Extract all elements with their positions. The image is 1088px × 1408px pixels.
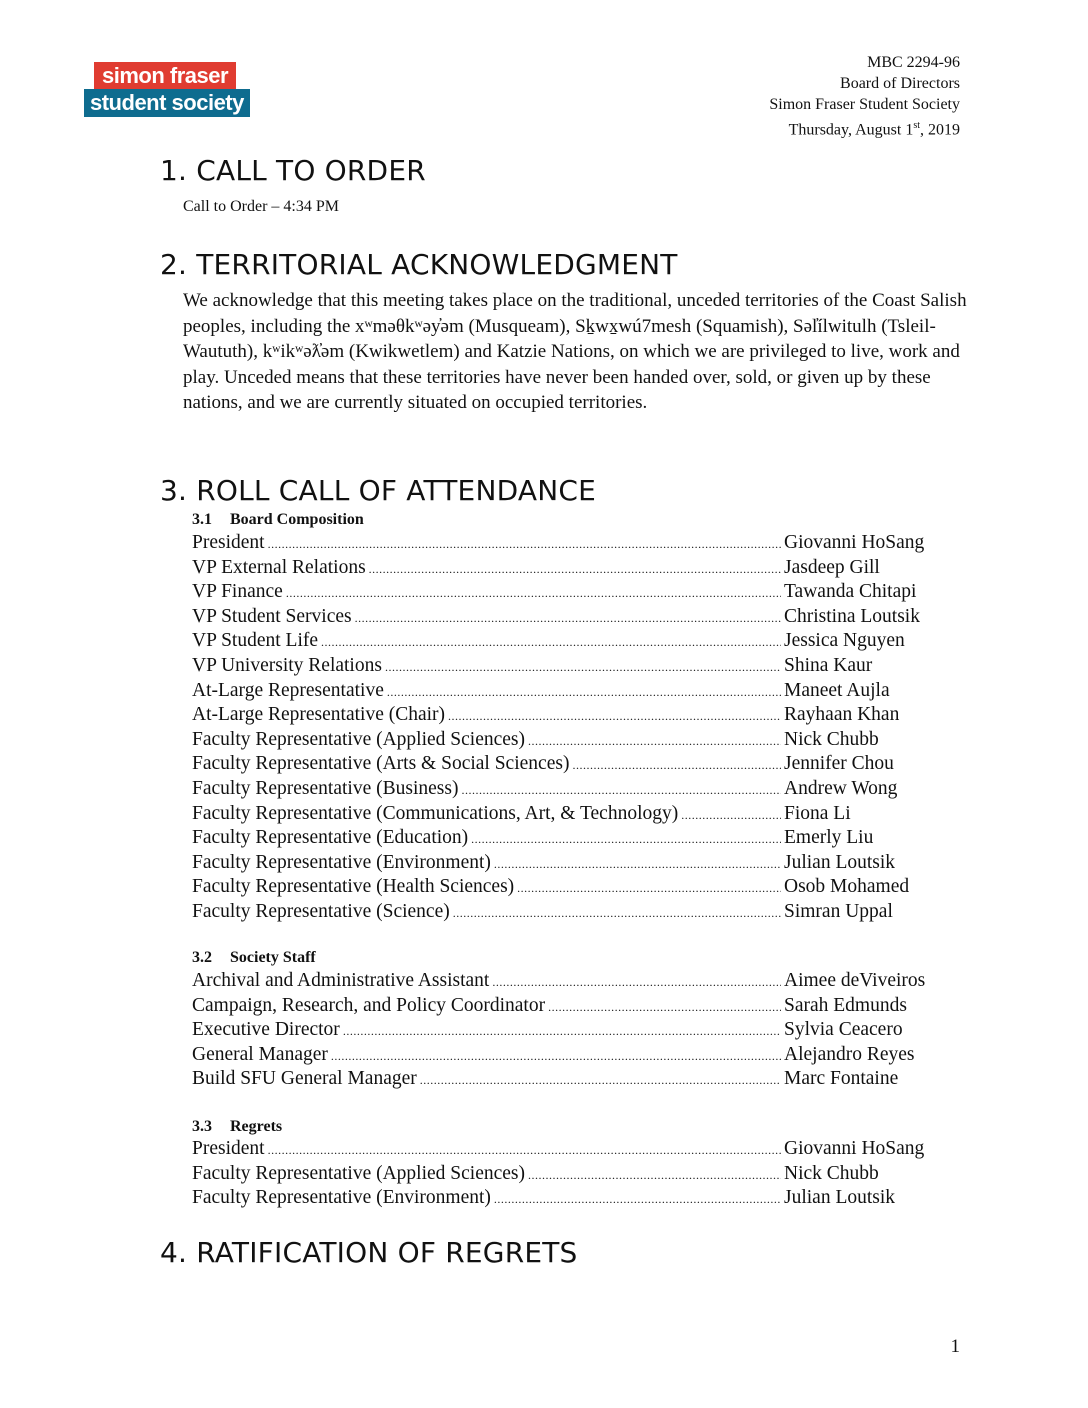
section-title-roll-call: 3. ROLL CALL OF ATTENDANCE <box>160 474 597 507</box>
attendance-row <box>192 704 952 729</box>
person-name: Giovanni HoSang <box>784 1138 925 1159</box>
person-name: Sarah Edmunds <box>784 994 907 1016</box>
person-name: Jasdeep Gill <box>784 556 880 578</box>
role-label: VP Student Services <box>192 605 352 627</box>
person-name: Tawanda Chitapi <box>784 581 917 603</box>
logo-line-2: student society <box>84 89 250 117</box>
society-staff-list <box>192 970 952 1093</box>
role-label: Faculty Representative (Communications, Art, & Technology) <box>192 802 679 824</box>
person-name: Marc Fontaine <box>784 1068 899 1090</box>
dot-leader <box>286 586 781 601</box>
role-label: At-Large Representative (Chair) <box>192 704 446 726</box>
dot-leader <box>448 709 781 724</box>
attendance-row <box>192 970 952 995</box>
dot-leader <box>548 1000 781 1015</box>
section-title-territorial-acknowledgment: 2. TERRITORIAL ACKNOWLEDGMENT <box>160 248 678 281</box>
role-label: VP University Relations <box>192 654 382 676</box>
role-label: Faculty Representative (Applied Sciences) <box>192 728 526 750</box>
attendance-row <box>192 581 952 606</box>
person-name: Jessica Nguyen <box>784 630 905 652</box>
attendance-row <box>192 876 952 901</box>
role-label: VP External Relations <box>192 556 366 578</box>
role-label: Faculty Representative (Education) <box>192 827 469 849</box>
dot-leader <box>492 975 781 990</box>
section-title-ratification-of-regrets: 4. RATIFICATION OF REGRETS <box>160 1236 578 1269</box>
attendance-row <box>192 778 952 803</box>
role-label: Faculty Representative (Arts & Social Sciences) <box>192 753 570 775</box>
meeting-code: MBC 2294-96 <box>867 54 960 71</box>
role-label: President <box>192 532 265 553</box>
attendance-row <box>192 803 952 828</box>
dot-leader <box>355 611 781 626</box>
attendance-row <box>192 901 952 926</box>
person-name: Christina Loutsik <box>784 605 920 627</box>
person-name: Osob Mohamed <box>784 876 910 898</box>
attendance-row <box>192 557 952 582</box>
person-name: Maneet Aujla <box>784 679 890 701</box>
board-name: Board of Directors <box>840 75 960 92</box>
dot-leader <box>369 562 781 577</box>
attendance-row <box>192 753 952 778</box>
person-name: Nick Chubb <box>784 1162 879 1184</box>
role-label: Executive Director <box>192 1019 340 1041</box>
dot-leader <box>528 1168 781 1183</box>
role-label: Faculty Representative (Business) <box>192 777 459 799</box>
person-name: Fiona Li <box>784 802 851 824</box>
board-composition-list <box>192 532 952 926</box>
role-label: Campaign, Research, and Policy Coordinator <box>192 994 546 1016</box>
person-name: Nick Chubb <box>784 728 879 750</box>
person-name: Alejandro Reyes <box>784 1043 915 1065</box>
subsection-board-composition: 3.1 Board Composition <box>192 511 364 528</box>
logo-line-1: simon fraser <box>94 62 236 90</box>
role-label: Faculty Representative (Environment) <box>192 851 491 873</box>
role-label: At-Large Representative <box>192 679 384 701</box>
role-label: President <box>192 1138 265 1159</box>
person-name: Julian Loutsik <box>784 1187 896 1209</box>
attendance-row <box>192 852 952 877</box>
dot-leader <box>321 635 781 650</box>
sfss-logo <box>84 62 264 117</box>
org-name: Simon Fraser Student Society <box>769 96 960 113</box>
person-name: Sylvia Ceacero <box>784 1019 903 1041</box>
attendance-row <box>192 995 952 1020</box>
role-label: Faculty Representative (Health Sciences) <box>192 876 515 898</box>
section-title-call-to-order: 1. CALL TO ORDER <box>160 154 426 187</box>
attendance-row <box>192 1187 952 1212</box>
attendance-row <box>192 532 952 557</box>
dot-leader <box>494 1192 781 1207</box>
attendance-row <box>192 680 952 705</box>
role-label: Faculty Representative (Science) <box>192 900 450 922</box>
subsection-society-staff: 3.2 Society Staff <box>192 949 316 966</box>
attendance-row <box>192 827 952 852</box>
attendance-row <box>192 1068 952 1093</box>
dot-leader <box>453 906 781 921</box>
role-label: VP Student Life <box>192 630 319 652</box>
person-name: Giovanni HoSang <box>784 532 925 553</box>
dot-leader <box>387 685 781 700</box>
dot-leader <box>461 783 781 798</box>
call-to-order-time: Call to Order – 4:34 PM <box>183 198 339 215</box>
attendance-row <box>192 1163 952 1188</box>
attendance-row <box>192 1138 952 1163</box>
attendance-row <box>192 1019 952 1044</box>
person-name: Emerly Liu <box>784 827 874 849</box>
dot-leader <box>517 881 781 896</box>
role-label: General Manager <box>192 1043 328 1065</box>
dot-leader <box>572 758 781 773</box>
person-name: Jennifer Chou <box>784 753 894 775</box>
person-name: Julian Loutsik <box>784 851 896 873</box>
dot-leader <box>471 832 781 847</box>
role-label: Build SFU General Manager <box>192 1068 417 1090</box>
attendance-row <box>192 630 952 655</box>
document-header <box>769 52 960 140</box>
dot-leader <box>331 1049 781 1064</box>
person-name: Rayhaan Khan <box>784 704 900 726</box>
subsection-regrets: 3.3 Regrets <box>192 1118 283 1135</box>
page-number: 1 <box>950 1336 960 1357</box>
dot-leader <box>494 857 781 872</box>
role-label: Faculty Representative (Environment) <box>192 1187 491 1209</box>
attendance-row <box>192 655 952 680</box>
role-label: VP Finance <box>192 581 283 603</box>
dot-leader <box>681 808 781 823</box>
role-label: Archival and Administrative Assistant <box>192 970 490 991</box>
dot-leader <box>528 734 781 749</box>
person-name: Andrew Wong <box>784 777 898 799</box>
dot-leader <box>268 537 781 552</box>
territorial-acknowledgment-text: We acknowledge that this meeting takes place on the traditional, unceded territories of the Coast Salish peoples, including the xʷməθkʷəy̓əm (Musqueam), Sḵwx̱wú7mesh (Squamish), Səl̓ílwitulh (Tsleil-Waututh), kʷikʷəƛ̓əm (Kwikwetlem) and Katzie Nations, on which we are privileged to live, work and play. Unceded means that these territories have never been handed over, sold, or given up by these nations, and we are currently situated on occupied territories. <box>183 290 967 413</box>
role-label: Faculty Representative (Applied Sciences) <box>192 1162 526 1184</box>
meeting-date: Thursday, August 1st, 2019 <box>788 120 960 139</box>
attendance-row <box>192 606 952 631</box>
attendance-row <box>192 729 952 754</box>
dot-leader <box>268 1143 781 1158</box>
dot-leader <box>420 1073 781 1088</box>
attendance-row <box>192 1044 952 1069</box>
dot-leader <box>385 660 781 675</box>
regrets-list <box>192 1138 952 1212</box>
person-name: Aimee deViveiros <box>784 970 926 991</box>
person-name: Shina Kaur <box>784 654 873 676</box>
dot-leader <box>343 1024 781 1039</box>
person-name: Simran Uppal <box>784 900 893 922</box>
